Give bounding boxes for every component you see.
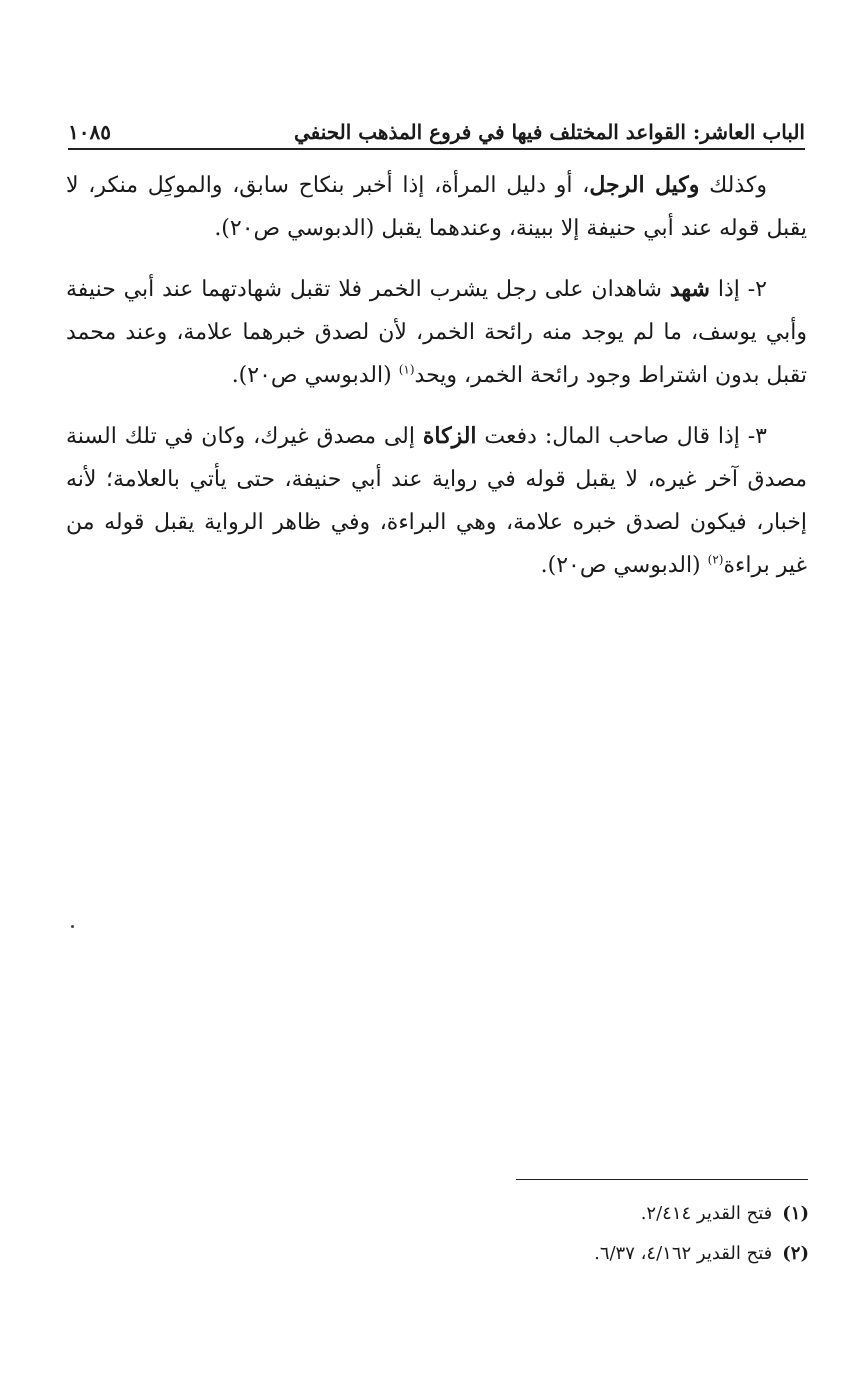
paragraph-lead: وكذلك [699,173,768,198]
paragraph-citation: (الدبوسي ص٢٠). [231,363,399,388]
footnote-ref-1[interactable]: (١) [398,362,415,377]
header-divider [68,148,805,150]
footnote-text: فتح القدير ٤/١٦٢، ٦/٣٧. [594,1243,773,1264]
paragraph-testimony [66,268,807,397]
footnote-text: فتح القدير ٢/٤١٤. [640,1203,773,1224]
footnote-2 [300,1236,809,1272]
paragraph-rest: شاهدان على رجل يشرب الخمر فلا تقبل شهادتهما عند أبي حنيفة وأبي يوسف، ما لم يوجد منه رائحة الخمر، لأن لصدق خبرهما علامة، وعند محمد تقبل بدون اشتراط وجود رائحة الخمر، ويحد [66,277,807,388]
stray-mark [71,925,74,928]
paragraph-keyword: شهد [669,276,710,302]
paragraph-zakat [66,415,807,587]
footnote-divider [516,1179,808,1180]
paragraph-citation: (الدبوسي ص٢٠). [540,553,708,578]
paragraph-keyword: الزكاة [422,423,477,449]
footnote-number: (١) [782,1203,809,1224]
paragraph-rest: إلى مصدق غيرك، وكان في تلك السنة مصدق آخر غيره، لا يقبل قوله في رواية عند أبي حنيفة، حتى يأتي بالعلامة؛ لأنه إخبار، فيكون لصدق خبره علامة، وهي البراءة، وفي ظاهر الرواية يقبل قوله من غير براءة [66,424,807,578]
footnote-ref-2[interactable]: (٢) [707,552,724,567]
chapter-title: الباب العاشر: القواعد المختلف فيها في فروع المذهب الحنفي [293,120,805,144]
paragraph-keyword: وكيل الرجل [589,172,700,198]
running-header [68,104,805,144]
paragraph-agent [66,164,807,250]
page-number: ١٠٨٥ [68,120,111,144]
footnote-1 [300,1196,809,1232]
paragraph-rest: ، أو دليل المرأة، إذا أخبر بنكاح سابق، والموكِل منكر، لا يقبل قوله عند أبي حنيفة إلا ببينة، وعندهما يقبل (الدبوسي ص٢٠). [66,173,807,241]
main-text [66,164,807,605]
paragraph-lead: ٣- إذا قال صاحب المال: دفعت [476,424,767,449]
paragraph-lead: ٢- إذا [709,277,767,302]
footnotes [300,1196,809,1276]
footnote-number: (٢) [782,1243,809,1264]
